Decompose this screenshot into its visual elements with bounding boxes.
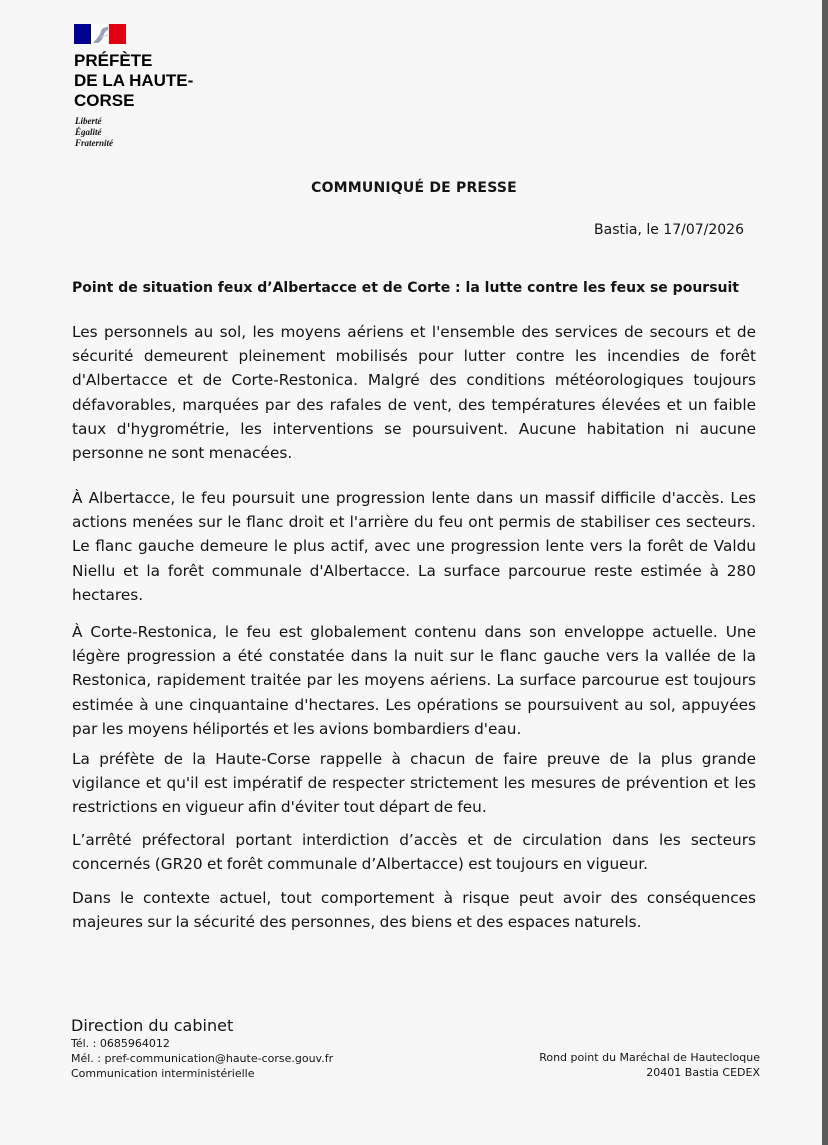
contact-block: [71, 1016, 431, 1081]
marianne-flag-icon: [74, 24, 126, 44]
document-headline: Point de situation feux d’Albertacce et de Corte : la lutte contre les feux se poursuit: [72, 280, 739, 296]
motto-line: Égalité: [75, 127, 102, 137]
body-paragraph: Dans le contexte actuel, tout comportement à risque peut avoir des conséquences majeures sur la sécurité des personnes, des biens et des espaces naturels.: [72, 889, 756, 932]
scan-edge: [822, 0, 828, 1145]
prefecture-name-line: DE LA HAUTE-: [74, 71, 194, 90]
department-name: Direction du cabinet: [71, 1016, 234, 1035]
body-paragraph: À Albertacce, le feu poursuit une progression lente dans un massif difficile d'accès. Les actions menées sur le flanc droit et l'arrière du feu ont permis de stabiliser ces secteurs. Le flanc gauche demeure le plus actif, avec une progression lente vers la forêt de Valdu Niellu et la forêt communale d'Albertacce. La surface parcourue reste estimée à 280 hectares.: [72, 489, 756, 604]
contact-service: Communication interministérielle: [71, 1067, 255, 1080]
motto-line: Liberté: [75, 116, 102, 126]
prefecture-name-line: CORSE: [74, 91, 135, 110]
motto-line: Fraternité: [75, 138, 114, 148]
document-title: COMMUNIQUÉ DE PRESSE: [311, 180, 517, 196]
body-paragraph: Les personnels au sol, les moyens aériens et l'ensemble des services de secours et de sécurité demeurent pleinement mobilisés pour lutter contre les incendies de forêt d'Albertacce et de Corte-Restonica. Malgré des conditions météorologiques toujours défavorables, marquées par des rafales de vent, des températures élevées et un faible taux d'hygrométrie, les interventions se poursuivent. Aucune habitation ni aucune personne ne sont menacées.: [72, 323, 756, 463]
prefecture-name: [74, 51, 274, 111]
document-date: Bastia, le 17/07/2026: [594, 222, 744, 238]
address-block: [460, 1050, 760, 1080]
address-line: 20401 Bastia CEDEX: [646, 1066, 760, 1079]
body-paragraph: À Corte-Restonica, le feu est globalement contenu dans son enveloppe actuelle. Une légère progression a été constatée dans la nuit sur le flanc gauche vers la vallée de la Restonica, rapidement traitée par les moyens aériens. La surface parcourue est toujours estimée à une cinquantaine d'hectares. Les opérations se poursuivent au sol, appuyées par les moyens héliportés et les avions bombardiers d'eau.: [72, 623, 756, 738]
republic-motto: [75, 116, 175, 149]
contact-phone: Tél. : 0685964012: [71, 1037, 170, 1050]
body-paragraph: L’arrêté préfectoral portant interdiction d’accès et de circulation dans les secteurs concernés (GR20 et forêt communale d’Albertacce) est toujours en vigueur.: [72, 831, 756, 874]
prefecture-name-line: PRÉFÈTE: [74, 51, 153, 70]
address-line: Rond point du Maréchal de Hautecloque: [539, 1051, 760, 1064]
contact-email: Mél. : pref-communication@haute-corse.gouv.fr: [71, 1052, 334, 1065]
body-paragraph: La préfète de la Haute-Corse rappelle à chacun de faire preuve de la plus grande vigilance et qu'il est impératif de respecter strictement les mesures de prévention et les restrictions en vigueur afin d'éviter tout départ de feu.: [72, 750, 756, 817]
